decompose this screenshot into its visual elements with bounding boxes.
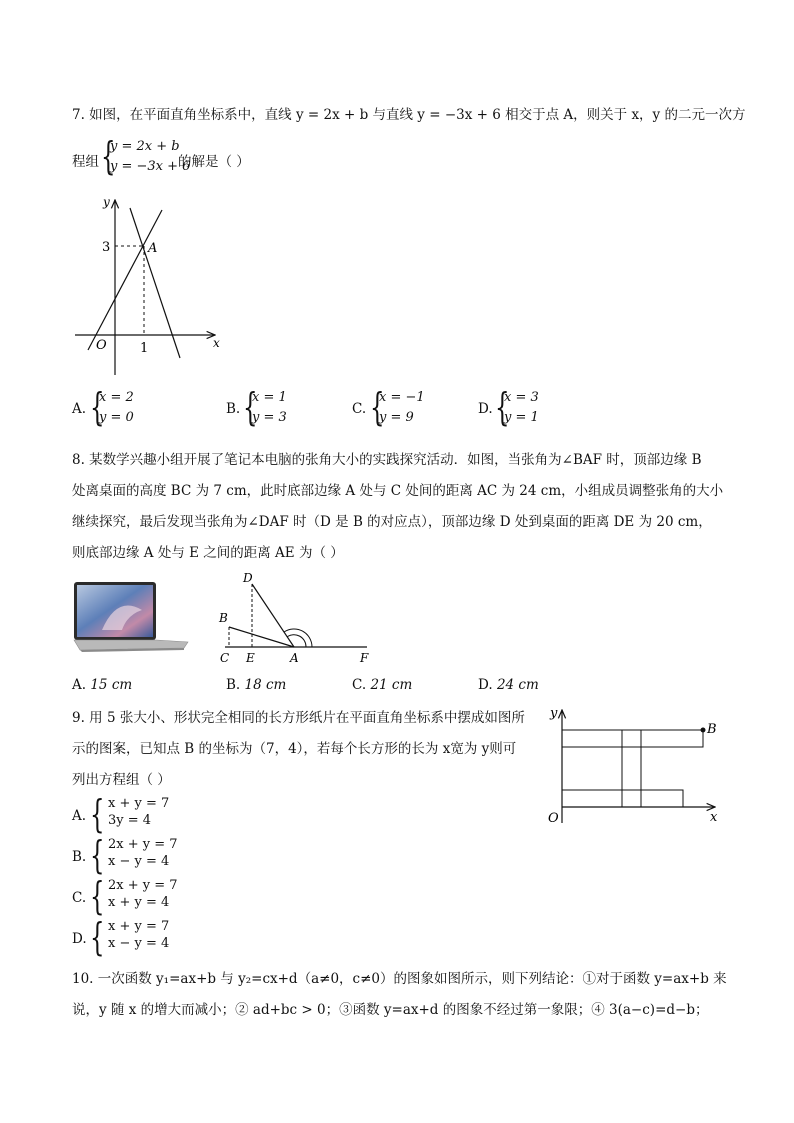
q7-point-a-label: A bbox=[148, 241, 158, 256]
q9-option-b bbox=[108, 836, 178, 870]
q7-graph bbox=[70, 190, 230, 380]
q8-option-c-value: 21 cm bbox=[370, 677, 413, 693]
q7-stem-prefix: 程组 bbox=[72, 154, 99, 170]
q7-system-eq2: y = −3x + 6 bbox=[110, 159, 191, 174]
q8-option-d-value: 24 cm bbox=[496, 677, 539, 693]
q9-option-c-eq2: x + y = 4 bbox=[108, 895, 170, 910]
q7-option-a bbox=[99, 388, 134, 428]
q9-option-d bbox=[108, 918, 169, 952]
q9-stem-line3: 列出方程组（ ） bbox=[72, 772, 171, 788]
q9-option-b-label: B. bbox=[72, 849, 87, 865]
q8-segment-ad bbox=[252, 584, 294, 647]
q9-label-b: B bbox=[707, 722, 717, 737]
q7-option-d-label: D. bbox=[478, 401, 493, 417]
q9-option-a-brace: { bbox=[90, 792, 105, 836]
q8-option-c bbox=[352, 677, 412, 693]
q7-x-label: x bbox=[213, 336, 220, 350]
q9-stem-line1: 9. 用 5 张大小、形状完全相同的长方形纸片在平面直角坐标系中摆成如图所 bbox=[72, 710, 525, 726]
q8-label-e: E bbox=[246, 651, 255, 665]
q7-option-c-brace: { bbox=[370, 385, 385, 429]
q7-option-b-y: y = 3 bbox=[252, 410, 287, 425]
q8-stem-line3: 继续探究，最后发现当张角为∠DAF 时（D 是 B 的对应点），顶部边缘 D 处到桌面的距离 DE 为 20 cm， bbox=[72, 514, 712, 530]
q8-stem-line2: 处离桌面的高度 BC 为 7 cm，此时底部边缘 A 处与 C 处间的距离 AC 为 24 cm，小组成员调整张角的大小 bbox=[72, 483, 724, 499]
q7-option-a-label: A. bbox=[72, 401, 87, 417]
q8-option-a-value: 15 cm bbox=[90, 677, 133, 693]
q9-option-d-eq2: x − y = 4 bbox=[108, 936, 170, 951]
q7-stem-suffix: 的解是（ ） bbox=[178, 154, 250, 170]
q9-point-b bbox=[701, 728, 706, 733]
q7-option-b bbox=[252, 388, 287, 428]
q8-stem-line4: 则底部边缘 A 处与 E 之间的距离 AE 为（ ） bbox=[72, 545, 344, 561]
q8-segment-ab bbox=[229, 627, 294, 647]
q8-option-b bbox=[226, 677, 286, 693]
q10-stem-line1: 10. 一次函数 y₁=ax+b 与 y₂=cx+d（a≠0，c≠0）的图象如图所示，则下列结论：①对于函数 y=ax+b 来 bbox=[72, 971, 727, 987]
q9-rect-top-wide bbox=[562, 730, 703, 747]
q8-label-a: A bbox=[290, 651, 299, 665]
q9-stem-line2: 示的图案，已知点 B 的坐标为（7，4），若每个长方形的长为 x宽为 y则可 bbox=[72, 741, 517, 757]
q9-label-y: y bbox=[550, 706, 558, 721]
q7-option-d-y: y = 1 bbox=[504, 410, 539, 425]
q9-option-a-eq2: 3y = 4 bbox=[108, 813, 152, 828]
q7-option-c-label: C. bbox=[352, 401, 367, 417]
q9-rectangles-figure bbox=[540, 705, 730, 830]
q8-option-d bbox=[478, 677, 539, 693]
q9-option-b-brace: { bbox=[90, 833, 105, 877]
q10-stem-line2: 说，y 随 x 的增大而减小；② ad+bc > 0；③函数 y=ax+d 的图象不经过第一象限；④ 3(a−c)=d−b； bbox=[72, 1002, 709, 1018]
q9-option-a-eq1: x + y = 7 bbox=[108, 796, 170, 811]
q9-option-d-brace: { bbox=[90, 915, 105, 959]
q8-label-f: F bbox=[360, 651, 369, 665]
q7-option-b-label: B. bbox=[226, 401, 241, 417]
q9-rect-vertical bbox=[622, 730, 641, 807]
q8-label-c: C bbox=[220, 651, 230, 665]
q7-option-c-x: x = −1 bbox=[379, 390, 425, 405]
q8-option-c-label: C. bbox=[352, 677, 367, 693]
q7-system-eq1: y = 2x + b bbox=[110, 139, 180, 154]
q7-option-a-brace: { bbox=[90, 385, 105, 429]
q7-option-d-brace: { bbox=[495, 385, 510, 429]
q9-option-b-eq1: 2x + y = 7 bbox=[108, 837, 178, 852]
q7-y-label: y bbox=[103, 195, 110, 209]
q7-option-a-y: y = 0 bbox=[99, 410, 134, 425]
q9-option-d-label: D. bbox=[72, 931, 87, 947]
q7-line-rising bbox=[88, 210, 162, 350]
q8-option-a-label: A. bbox=[72, 677, 87, 693]
q9-option-b-eq2: x − y = 4 bbox=[108, 854, 170, 869]
q7-x-tick-label: 1 bbox=[140, 341, 149, 356]
q8-option-b-label: B. bbox=[226, 677, 241, 693]
q7-option-d bbox=[504, 388, 539, 428]
q7-stem-line1: 7. 如图，在平面直角坐标系中，直线 y = 2x + b 与直线 y = −3x + 6 相交于点 A，则关于 x，y 的二元一次方 bbox=[72, 107, 746, 123]
q7-y-tick-label: 3 bbox=[102, 240, 111, 255]
q7-option-d-x: x = 3 bbox=[504, 390, 539, 405]
q7-option-c-y: y = 9 bbox=[379, 410, 414, 425]
q8-label-d: D bbox=[243, 571, 253, 585]
q8-stem-line1: 8. 某数学兴趣小组开展了笔记本电脑的张角大小的实践探究活动．如图，当张角为∠BAF 时，顶部边缘 B bbox=[72, 452, 702, 468]
q8-option-b-value: 18 cm bbox=[244, 677, 287, 693]
q9-option-c-label: C. bbox=[72, 890, 87, 906]
q9-option-a-label: A. bbox=[72, 808, 87, 824]
q8-angle-figure bbox=[215, 570, 375, 670]
q9-option-c bbox=[108, 877, 178, 911]
q7-option-a-x: x = 2 bbox=[99, 390, 134, 405]
q7-option-b-brace: { bbox=[243, 385, 258, 429]
q8-option-a bbox=[72, 677, 132, 693]
q7-system-brace: { bbox=[101, 134, 116, 178]
laptop-image bbox=[72, 580, 190, 652]
q7-option-c bbox=[379, 388, 425, 428]
q9-label-o: O bbox=[548, 811, 559, 826]
q9-option-c-brace: { bbox=[90, 874, 105, 918]
q9-label-x: x bbox=[710, 810, 718, 825]
q8-option-d-label: D. bbox=[478, 677, 493, 693]
q8-label-b: B bbox=[219, 611, 228, 625]
q7-option-b-x: x = 1 bbox=[252, 390, 287, 405]
q9-option-a bbox=[108, 795, 169, 829]
q7-origin-label: O bbox=[96, 338, 107, 353]
q9-option-c-eq1: 2x + y = 7 bbox=[108, 878, 178, 893]
q9-option-d-eq1: x + y = 7 bbox=[108, 919, 170, 934]
